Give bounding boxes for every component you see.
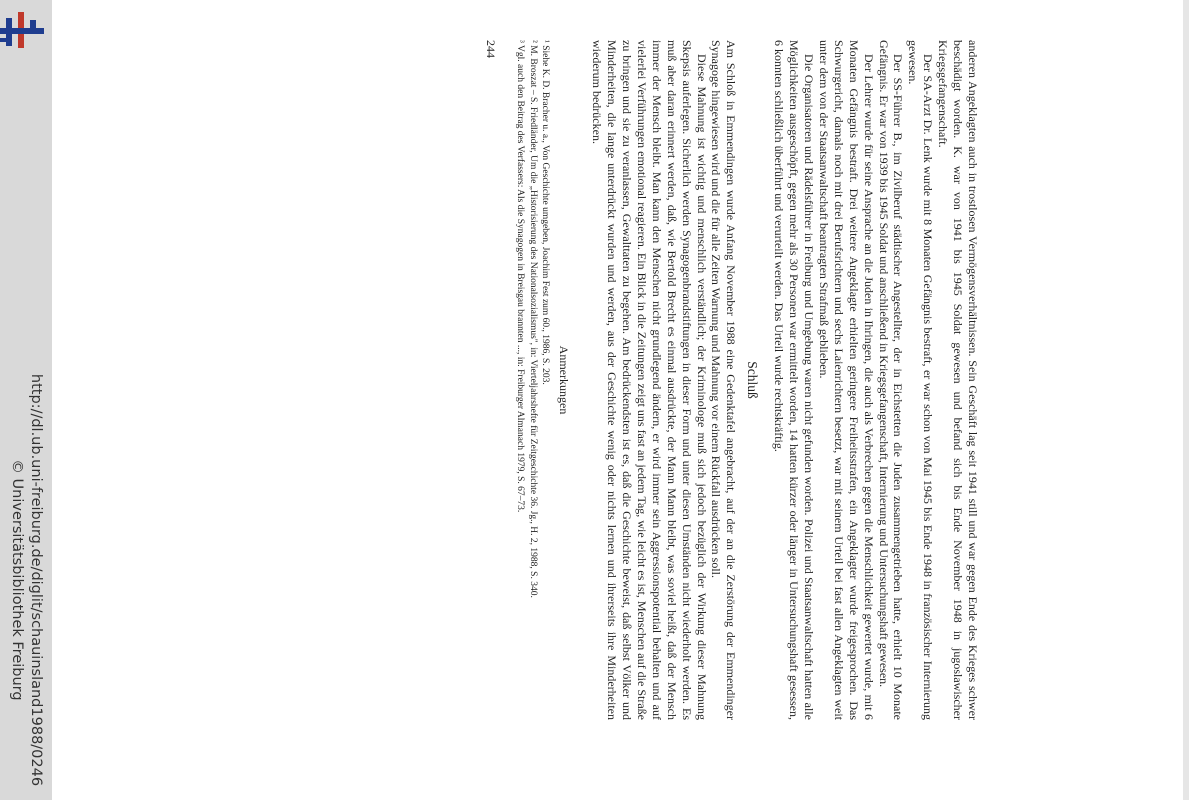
paragraph: anderen Angeklagten auch in trostlosen Vermögensverhältnissen. Sein Geschäft lag seit 1941 still und war gegen Ende des Krieges schwer beschädigt worden. K. war von 1941 bis 1945 Soldat gewesen und befand sich bis Ende November 1948 in jugoslawischer Kriegsgefangenschaft. bbox=[936, 40, 980, 720]
paragraph: Der Lehrer wurde für seine Ansprache an die Juden in Ihringen, die auch als Verbrechen gegen die Menschlichkeit gewertet wurde, mit 6 Monaten Gefängnis bestraft. Drei weitere Angeklagte erhielten geringere Freiheitsstrafen, ein Angeklagter wurde freigesprochen. Das Schwurgericht, damals noch mit drei Berufsrichtern und sechs Laienrichtern besetzt, war mit seinem Urteil bei fast allen Angeklagten weit unter dem von der Staatsanwaltschaft beantragten Strafmaß geblieben. bbox=[816, 40, 876, 720]
notes-heading: Anmerkungen bbox=[557, 345, 572, 415]
copyright-notice: © Universitätsbibliothek Freiburg bbox=[9, 459, 25, 701]
scanned-page bbox=[260, 40, 980, 720]
footnotes bbox=[514, 40, 551, 720]
footnote: ³ Vgl. auch den Beitrag des Verfassers: Als die Synagogen in Breisgau brannten ..., in: Freiburger Almanach 1979, S. 67–73. bbox=[515, 40, 526, 513]
right-edge-strip bbox=[1183, 0, 1189, 800]
paragraph: Diese Mahnung ist wichtig und menschlich verständlich; der Kriminologe muß sich jedoch bezüglich der Wirkung dieser Mahnung Skepsis auferlegen. Sicherlich werden Synagogenbrandstiftungen in dieser Form und unter diesen Umständen nicht wiederholt werden. Es muß aber daran erinnert werden, daß, wie Bertold Brecht es einmal ausdrückte, der Mann Mann bleibt, was soviel heißt, daß der Mensch immer der Mensch bleibt. Man kann den Menschen nicht grundlegend ändern, er wird immer sein Aggressionspotential behalten und auf vielerlei Verführungen emotional reagieren. Ein Blick in die Zeitungen zeigt uns fast an jedem Tag, wie leicht es ist, Menschen auf die Straße zu bringen und sie zu veranlassen, Gewalttaten zu begehen. Am bedrückendsten ist es, daß die Geschichte beweist, daß selbst Völker und Minderheiten, die lange unterdrückt wurden und werden, aus der Geschichte wenig oder nichts lernen und ihrerseits ihre Minderheiten wiederum bedrücken. bbox=[590, 40, 709, 720]
university-logo-icon bbox=[0, 8, 44, 52]
section-heading: Schluß bbox=[745, 361, 761, 399]
source-url[interactable]: http://dl.ub.uni-freiburg.de/diglit/schauinsland1988/0246 bbox=[28, 373, 44, 787]
paragraph: Der SS-Führer B., im Zivilberuf städtischer Angestellter, der in Eichstetten die Juden zusammengetrieben hatte, erhielt 10 Monate Gefängnis. Er war von 1939 bis 1945 Soldat und anschließend in Kriegsgefangenschaft, Internierung und Untersuchungshaft gewesen. bbox=[876, 40, 906, 720]
footnote: ² M. Broszat – S. Friedländer, Um die „Historisierung des Nationalsozialismus", in: Vierteljahrshefte für Zeitgeschichte 36. Jg., H. 2, 1988, S. 340. bbox=[527, 40, 538, 598]
paragraph: Die Organisatoren und Rädelsführer in Freiburg und Umgebung waren nicht gefunden worden. Polizei und Staatsanwaltschaft hatten alle Möglichkeiten ausgeschöpft, gegen mehr als 30 Personen war ermittelt worden, 14 hatten kürzer oder länger in Untersuchungshaft gesessen, 6 konnten schließlich überführt und verurteilt werden. Das Urteil wurde rechtskräftig. bbox=[772, 40, 817, 720]
paragraph: Der SA-Arzt Dr. Lenk wurde mit 8 Monaten Gefängnis bestraft, er war schon von Mai 1945 bis Ende 1948 in französischer Internierung gewesen. bbox=[906, 40, 936, 720]
page-number: 244 bbox=[483, 40, 498, 58]
footnote: ¹ Siehe K. D. Bracher u. a., Von Geschichte umgeben, Joachim Fest zum 60., 1986, S. 203. bbox=[540, 40, 551, 385]
paragraph: Am Schloß in Emmendingen wurde Anfang November 1988 eine Gedenktafel angebracht, auf der an die Zerstörung der Emmendinger Synagoge hingewiesen wird und die für alle Zeiten Warnung und Mahnung vor einem Rückfall ausdrücken soll. bbox=[709, 40, 739, 720]
sidebar-text bbox=[7, 374, 45, 786]
viewer-sidebar bbox=[0, 0, 52, 800]
